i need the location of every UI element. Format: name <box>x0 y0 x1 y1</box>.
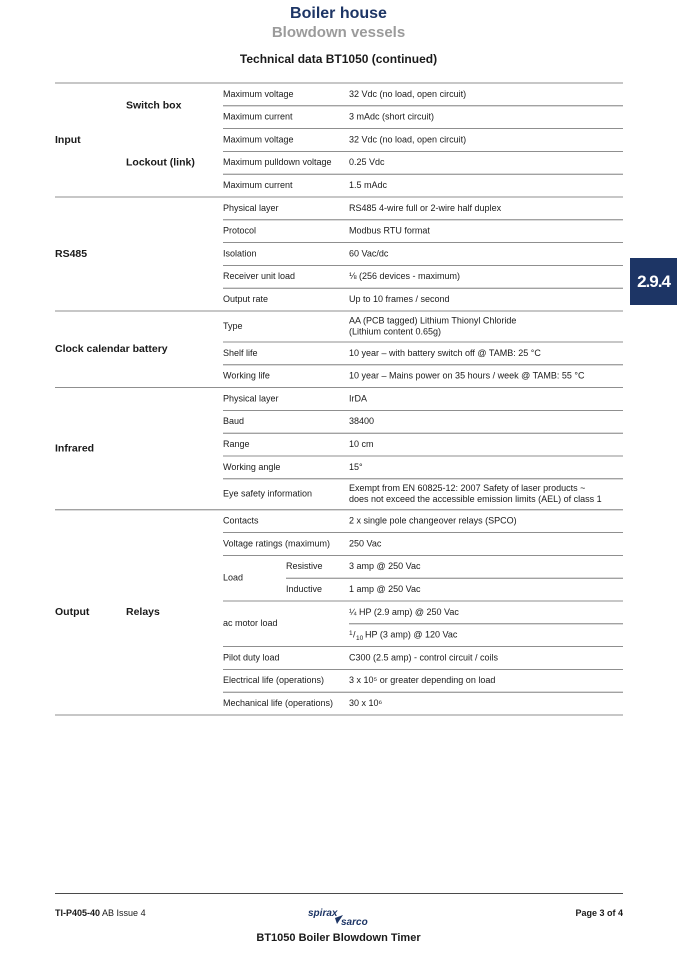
logo-text-top: spirax <box>308 908 338 919</box>
param-value: Modbus RTU format <box>349 225 430 236</box>
param-value-line-1: (Lithium content 0.65g) <box>349 326 442 337</box>
param-label: Physical layer <box>223 202 279 213</box>
param-value: 32 Vdc (no load, open circuit) <box>349 134 467 145</box>
section-title: Technical data BT1050 (continued) <box>239 52 438 66</box>
page-number: Page 3 of 4 <box>575 908 623 918</box>
fraction-denominator: 10 <box>356 634 364 642</box>
group-label: Output <box>55 606 90 619</box>
param-value: Up to 10 frames / second <box>349 293 450 304</box>
param-label: Working angle <box>223 461 281 472</box>
param-label: Voltage ratings (maximum) <box>223 538 331 549</box>
param-label: Pilot duty load <box>223 652 280 663</box>
param-value: ⅛ (256 devices - maximum) <box>349 271 461 282</box>
param-label: Type <box>223 320 243 331</box>
spec-table <box>55 83 623 720</box>
subgroup-label: Lockout (link) <box>126 156 195 169</box>
param-value: C300 (2.5 amp) - control circuit / coils <box>349 652 499 663</box>
param-value: 30 x 10⁶ <box>349 697 383 708</box>
subparam-label: Resistive <box>286 561 323 572</box>
param-label: Maximum voltage <box>223 88 294 99</box>
param-value: 1 amp @ 250 Vac <box>349 583 421 594</box>
group-label: Input <box>55 133 81 146</box>
param-value: 60 Vac/dc <box>349 248 389 259</box>
page-subtitle: Blowdown vessels <box>271 24 406 41</box>
footer-doc-ref <box>55 908 146 918</box>
param-label: Baud <box>223 416 245 427</box>
param-value: 15° <box>349 461 363 472</box>
group-label: RS485 <box>55 247 88 260</box>
param-value: 1.5 mAdc <box>349 179 388 190</box>
fraction-numerator: 1 <box>349 629 353 637</box>
subgroup-label: Switch box <box>126 99 182 112</box>
param-value: 3 x 10⁵ or greater depending on load <box>349 675 496 686</box>
param-value: 38400 <box>349 416 375 427</box>
logo-text-bottom: sarco <box>341 917 368 928</box>
param-value-line-1: does not exceed the accessible emission limits (AEL) of class 1 <box>349 494 602 505</box>
group-sublabel: Relays <box>126 606 160 619</box>
doc-issue: AB Issue 4 <box>102 908 146 918</box>
footer-rule <box>55 893 623 894</box>
param-value: 3 mAdc (short circuit) <box>349 111 435 122</box>
param-label: Electrical life (operations) <box>223 675 325 686</box>
param-label: Maximum pulldown voltage <box>223 157 332 168</box>
spirax-sarco-logo <box>307 906 377 928</box>
section-tab[interactable]: 2.9.4 <box>630 258 677 305</box>
param-label: ac motor load <box>223 618 278 629</box>
param-value-line-0: Exempt from EN 60825-12: 2007 Safety of laser products ~ <box>349 483 586 494</box>
doc-ref: TI-P405-40 <box>55 908 101 918</box>
param-label: Output rate <box>223 293 269 304</box>
param-label: Protocol <box>223 225 257 236</box>
page-title: Boiler house <box>290 5 387 22</box>
group-label: Infrared <box>55 442 95 455</box>
param-label: Physical layer <box>223 393 279 404</box>
param-value: 10 year – with battery switch off @ TAMB: 25 °C <box>349 347 541 358</box>
param-value: RS485 4-wire full or 2-wire half duplex <box>349 202 502 213</box>
param-value: 10 year – Mains power on 35 hours / week @ TAMB: 55 °C <box>349 370 585 381</box>
param-value: 0.25 Vdc <box>349 157 385 168</box>
param-value: 10 cm <box>349 438 374 449</box>
param-value: 32 Vdc (no load, open circuit) <box>349 88 467 99</box>
param-label: Mechanical life (operations) <box>223 697 334 708</box>
param-label: Isolation <box>223 248 257 259</box>
param-label: Maximum current <box>223 111 293 122</box>
param-label: Eye safety information <box>223 488 313 499</box>
param-label: Contacts <box>223 515 259 526</box>
param-label: Maximum voltage <box>223 134 294 145</box>
param-value-line-0: AA (PCB tagged) Lithium Thionyl Chloride <box>349 315 517 326</box>
param-label: Maximum current <box>223 179 293 190</box>
param-value: 250 Vac <box>349 538 382 549</box>
param-value: 2 x single pole changeover relays (SPCO) <box>349 515 517 526</box>
fraction-slash: / <box>353 629 356 640</box>
param-value: IrDA <box>349 393 367 404</box>
param-value: 3 amp @ 250 Vac <box>349 561 421 572</box>
param-label: Working life <box>223 370 270 381</box>
param-label: Receiver unit load <box>223 271 296 282</box>
param-value: HP (3 amp) @ 120 Vac <box>365 629 458 640</box>
footer-product-title: BT1050 Boiler Blowdown Timer <box>256 932 421 944</box>
group-label: Clock calendar battery <box>55 343 168 356</box>
param-value: ¼ HP (2.9 amp) @ 250 Vac <box>349 606 459 617</box>
param-label: Range <box>223 438 250 449</box>
param-label: Load <box>223 572 244 583</box>
subparam-label: Inductive <box>286 583 323 594</box>
param-label: Shelf life <box>223 347 258 358</box>
